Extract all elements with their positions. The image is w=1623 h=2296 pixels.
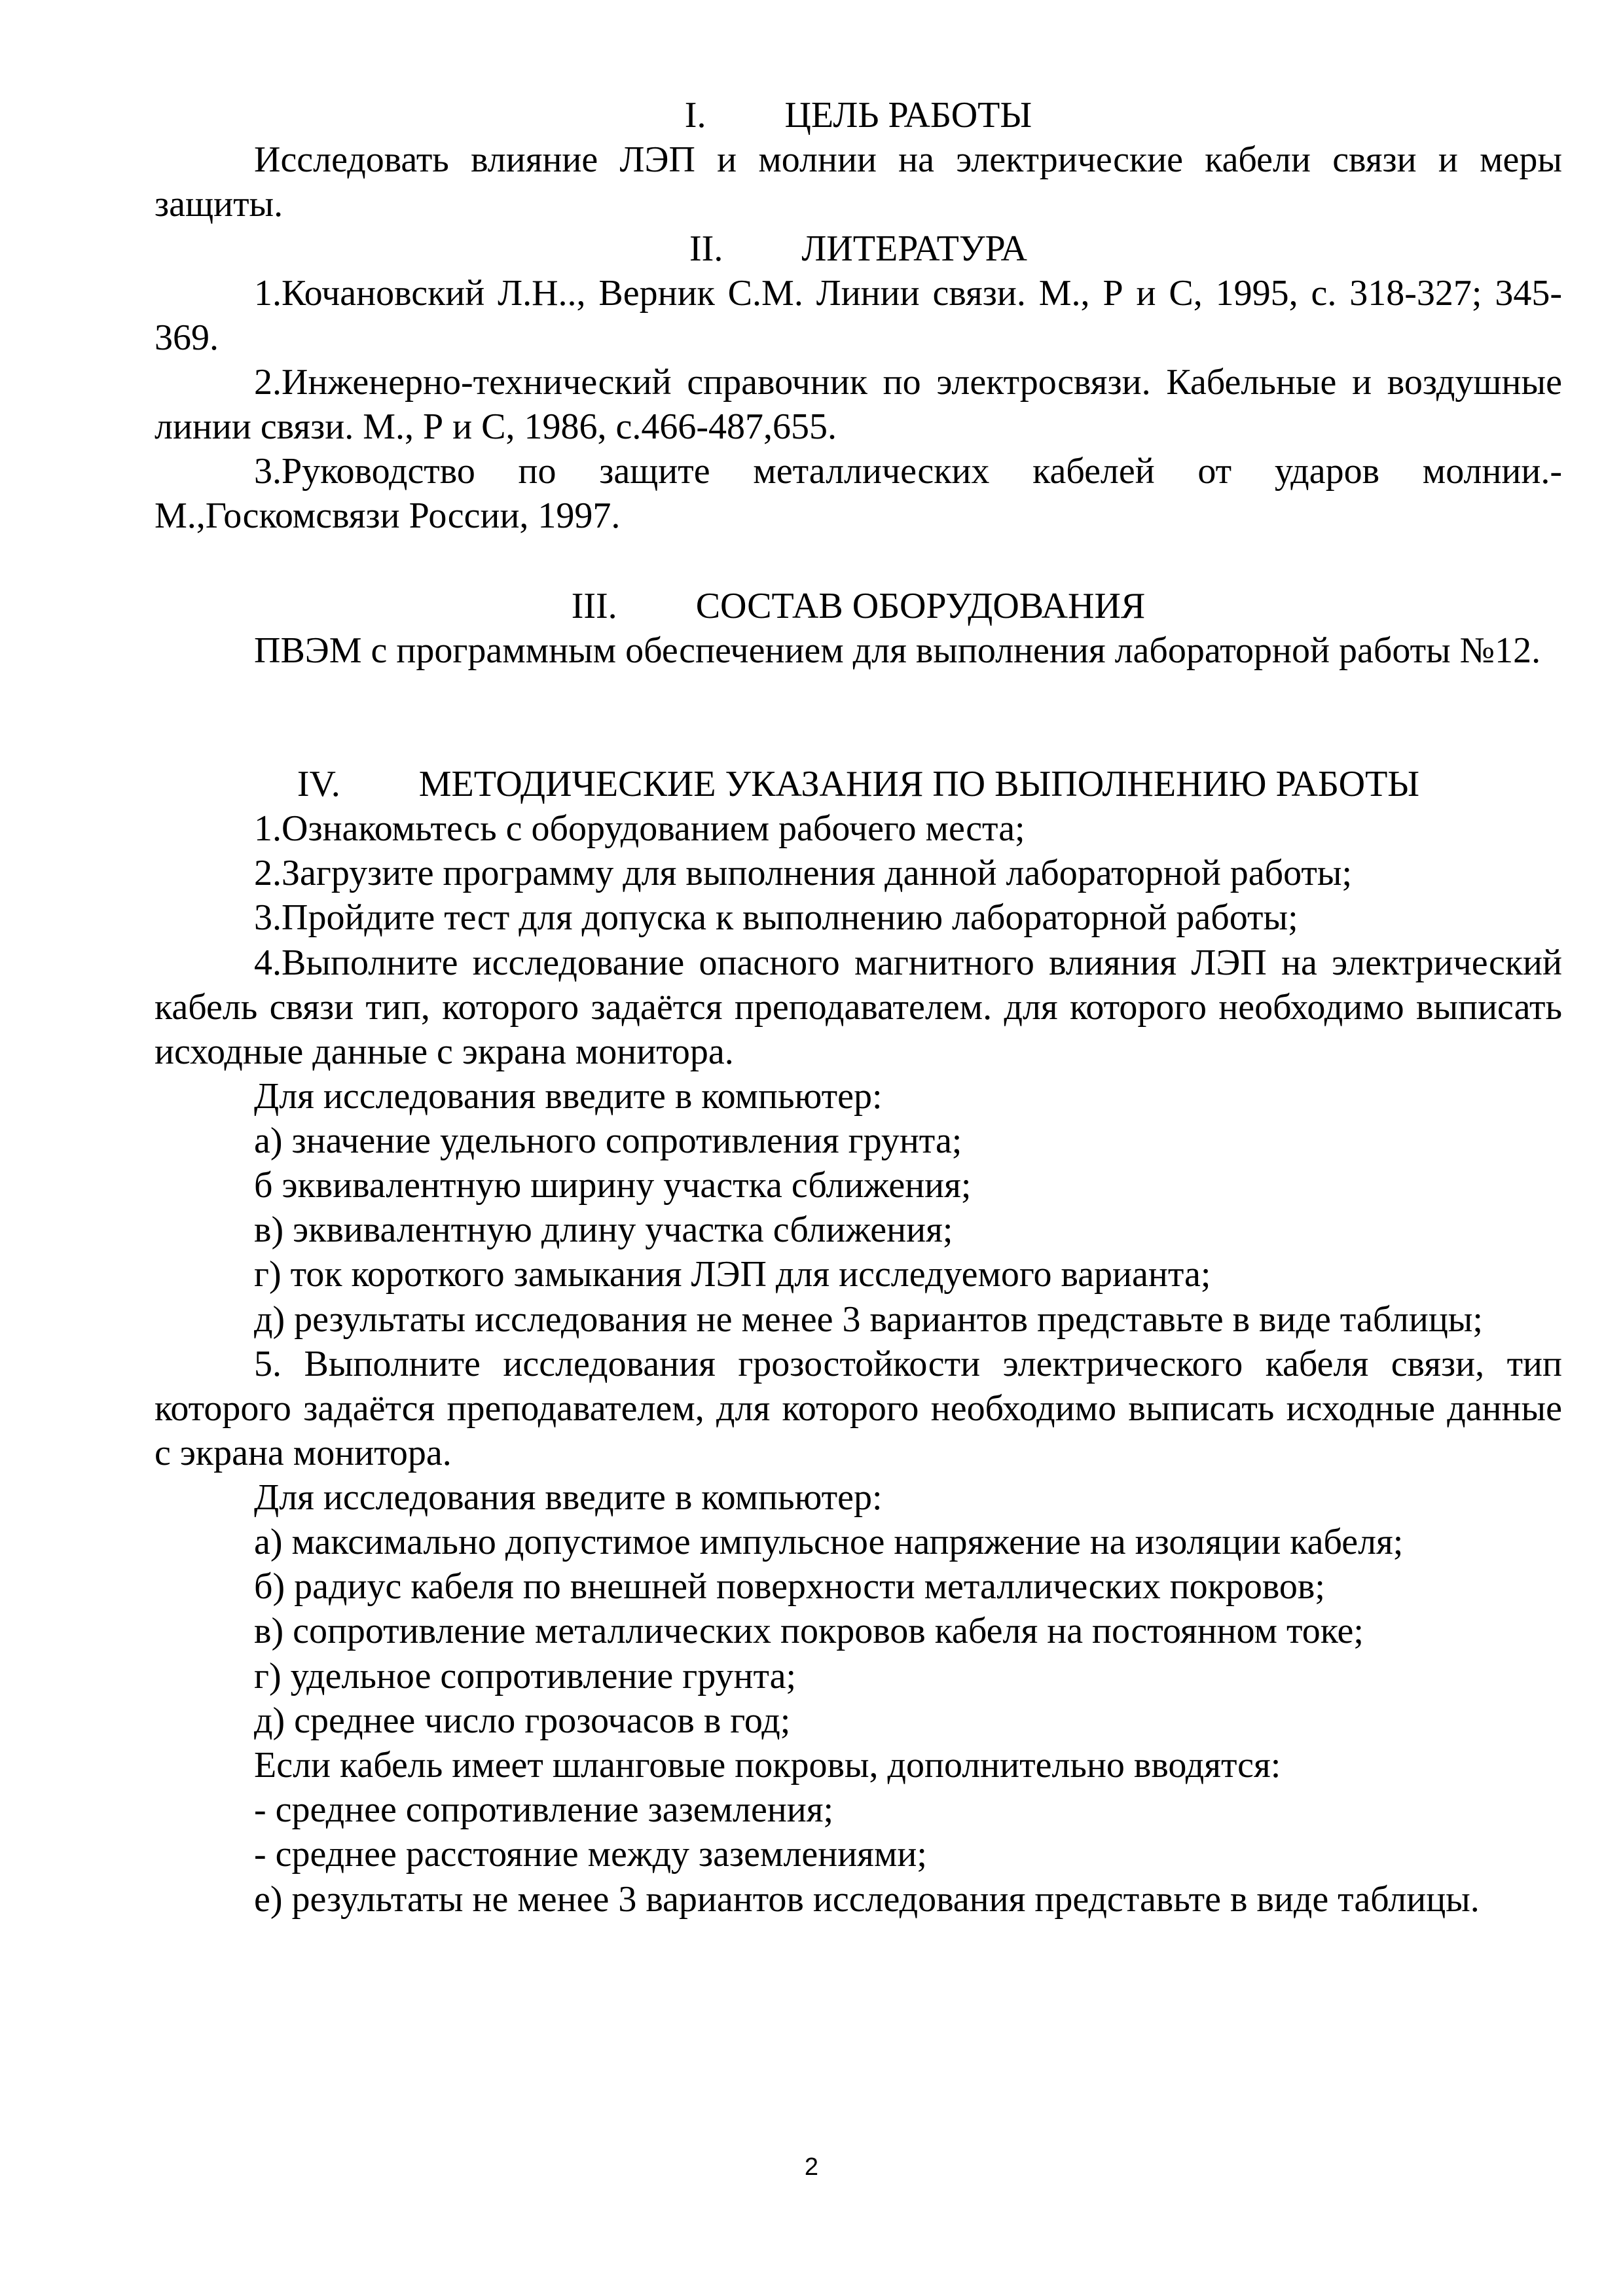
section-number: IV.	[297, 764, 340, 804]
list-item: - среднее сопротивление заземления;	[254, 1789, 834, 1831]
method-step: 2.Загрузите программу для выполнения данной лабораторной работы;	[254, 853, 1353, 894]
section-title: МЕТОДИЧЕСКИЕ УКАЗАНИЯ ПО ВЫПОЛНЕНИЮ РАБОТЫ	[418, 764, 1420, 804]
list-item: е) результаты не менее 3 вариантов исследования представьте в виде таблицы.	[254, 1878, 1480, 1920]
list-item: в) эквивалентную длину участка сближения;	[254, 1210, 953, 1251]
goal-text-block	[155, 137, 1562, 226]
section-heading-literature	[155, 226, 1562, 271]
list-item: в) сопротивление металлических покровов кабеля на постоянном токе;	[254, 1611, 1364, 1652]
equipment-text-block	[155, 628, 1562, 673]
equipment-paragraph: ПВЭМ с программным обеспечением для выполнения лабораторной работы №12.	[254, 630, 1541, 671]
section-heading-equipment	[155, 584, 1562, 628]
list-item: б эквивалентную ширину участка сближения;	[254, 1165, 972, 1206]
input-intro: Для исследования введите в компьютер:	[254, 1075, 883, 1117]
section-number: I.	[684, 95, 706, 135]
list-item: а) максимально допустимое импульсное напряжение на изоляции кабеля;	[254, 1522, 1404, 1563]
section-title: ЛИТЕРАТУРА	[801, 228, 1027, 269]
section-title: ЦЕЛЬ РАБОТЫ	[784, 95, 1032, 135]
list-item: - среднее расстояние между заземлениями;	[254, 1834, 927, 1875]
section-number: III.	[571, 586, 617, 626]
literature-list	[155, 271, 1562, 538]
section-title: СОСТАВ ОБОРУДОВАНИЯ	[695, 586, 1146, 626]
list-item: Если кабель имеет шланговые покровы, дополнительно вводятся:	[254, 1745, 1281, 1786]
method-step: 3.Пройдите тест для допуска к выполнению лабораторной работы;	[254, 897, 1298, 939]
list-item: б) радиус кабеля по внешней поверхности металлических покровов;	[254, 1566, 1325, 1607]
method-step-5: 5. Выполните исследования грозостойкости электрического кабеля связи, тип которого задаётся преподавателем, для которого необходимо выписать исходные данные с экрана монитора.	[155, 1343, 1562, 1473]
section-heading-method	[155, 762, 1562, 806]
literature-item: 3.Руководство по защите металлических кабелей от ударов молнии.- М.,Госкомсвязи России, 1997.	[155, 451, 1562, 536]
list-item: г) ток короткого замыкания ЛЭП для исследуемого варианта;	[254, 1254, 1211, 1295]
list-item: д) среднее число грозочасов в год;	[254, 1700, 791, 1741]
page-number: 2	[804, 2153, 819, 2181]
method-step-4: 4.Выполните исследование опасного магнитного влияния ЛЭП на электрический кабель связи тип, которого задаётся преподавателем. для которого необходимо выписать исходные данные с экрана монитора.	[155, 942, 1562, 1072]
list-item: г) удельное сопротивление грунта;	[254, 1655, 797, 1696]
literature-item: 2.Инженерно-технический справочник по электросвязи. Кабельные и воздушные линии связи. М., Р и С, 1986, с.466-487,655.	[155, 362, 1562, 447]
input-intro: Для исследования введите в компьютер:	[254, 1477, 883, 1518]
literature-item: 1.Кочановский Л.Н.., Верник С.М. Линии связи. М., Р и С, 1995, с. 318-327; 345-369.	[155, 273, 1562, 358]
method-steps	[155, 806, 1562, 1922]
list-item: д) результаты исследования не менее 3 вариантов представьте в виде таблицы;	[254, 1299, 1483, 1340]
list-item: а) значение удельного сопротивления грунта;	[254, 1120, 962, 1161]
section-heading-goal	[155, 93, 1562, 137]
section-number: II.	[689, 228, 723, 269]
method-step: 1.Ознакомьтесь с оборудованием рабочего места;	[254, 808, 1025, 849]
goal-paragraph: Исследовать влияние ЛЭП и молнии на электрические кабели связи и меры защиты.	[155, 139, 1562, 224]
